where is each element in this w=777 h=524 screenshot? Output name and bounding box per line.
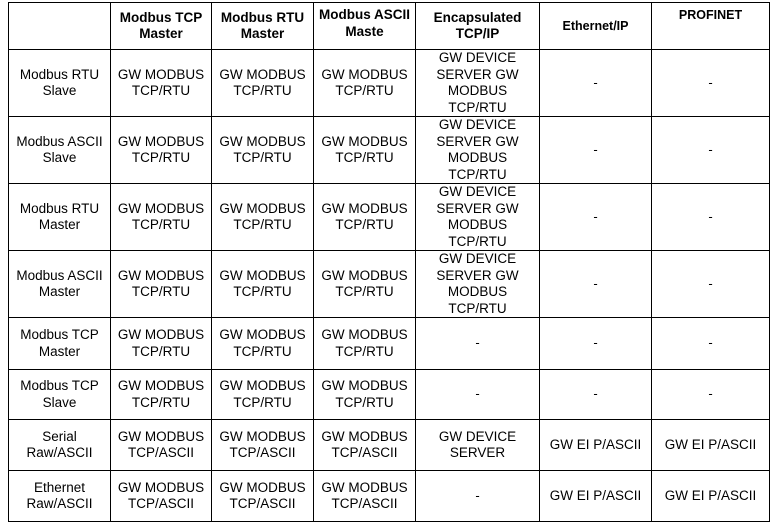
row-header: Modbus ASCII Master bbox=[9, 251, 111, 318]
table-row bbox=[9, 318, 770, 370]
table-cell: GW MODBUS TCP/RTU bbox=[111, 50, 212, 117]
table-cell: GW MODBUS TCP/RTU bbox=[212, 251, 314, 318]
table-row bbox=[9, 50, 770, 117]
row-header: Serial Raw/ASCII bbox=[9, 420, 111, 471]
col-header-ethernet-ip: Ethernet/IP bbox=[540, 3, 652, 50]
table-cell: GW EI P/ASCII bbox=[652, 471, 770, 522]
table-row bbox=[9, 251, 770, 318]
row-header: Modbus TCP Master bbox=[9, 318, 111, 370]
table-cell: GW MODBUS TCP/RTU bbox=[314, 184, 416, 251]
table-cell: GW MODBUS TCP/ASCII bbox=[212, 420, 314, 471]
table-cell: GW MODBUS TCP/RTU bbox=[212, 117, 314, 184]
table-cell: - bbox=[540, 251, 652, 318]
table-cell: GW MODBUS TCP/ASCII bbox=[314, 471, 416, 522]
table-cell: - bbox=[652, 50, 770, 117]
table-cell: GW MODBUS TCP/RTU bbox=[212, 370, 314, 420]
table-row bbox=[9, 117, 770, 184]
table-cell: GW EI P/ASCII bbox=[652, 420, 770, 471]
table-row bbox=[9, 471, 770, 522]
table-cell: GW MODBUS TCP/RTU bbox=[314, 251, 416, 318]
table-cell: GW MODBUS TCP/RTU bbox=[314, 370, 416, 420]
row-header: Modbus TCP Slave bbox=[9, 370, 111, 420]
table-cell: - bbox=[652, 184, 770, 251]
table-cell: GW MODBUS TCP/RTU bbox=[314, 117, 416, 184]
table-cell: GW EI P/ASCII bbox=[540, 420, 652, 471]
table-cell: - bbox=[540, 318, 652, 370]
table-row bbox=[9, 370, 770, 420]
table-cell: GW DEVICE SERVER GW MODBUS TCP/RTU bbox=[416, 117, 540, 184]
table-cell: - bbox=[652, 251, 770, 318]
table-cell: GW MODBUS TCP/RTU bbox=[212, 184, 314, 251]
row-header: Modbus ASCII Slave bbox=[9, 117, 111, 184]
table-cell: GW MODBUS TCP/ASCII bbox=[111, 471, 212, 522]
table-cell: - bbox=[540, 117, 652, 184]
row-header: Modbus RTU Slave bbox=[9, 50, 111, 117]
table-cell: GW DEVICE SERVER GW MODBUS TCP/RTU bbox=[416, 50, 540, 117]
table-cell: - bbox=[652, 318, 770, 370]
table-row bbox=[9, 184, 770, 251]
table-cell: GW DEVICE SERVER GW MODBUS TCP/RTU bbox=[416, 251, 540, 318]
table-cell: GW MODBUS TCP/ASCII bbox=[212, 471, 314, 522]
table-cell: GW MODBUS TCP/RTU bbox=[111, 318, 212, 370]
col-header-modbus-ascii-master: Modbus ASCII Maste bbox=[314, 3, 416, 50]
table-cell: GW MODBUS TCP/RTU bbox=[111, 117, 212, 184]
table-cell: GW MODBUS TCP/RTU bbox=[111, 370, 212, 420]
table-cell: GW MODBUS TCP/RTU bbox=[111, 184, 212, 251]
header-row bbox=[9, 3, 770, 50]
table-cell: GW DEVICE SERVER bbox=[416, 420, 540, 471]
table-cell: GW MODBUS TCP/ASCII bbox=[314, 420, 416, 471]
col-header-modbus-tcp-master: Modbus TCP Master bbox=[111, 3, 212, 50]
table-cell: GW MODBUS TCP/RTU bbox=[314, 318, 416, 370]
table-cell: - bbox=[540, 370, 652, 420]
table-cell: - bbox=[416, 370, 540, 420]
table-cell: - bbox=[416, 318, 540, 370]
table-cell: GW MODBUS TCP/RTU bbox=[212, 50, 314, 117]
table-cell: GW MODBUS TCP/RTU bbox=[314, 50, 416, 117]
col-header-profinet: PROFINET bbox=[652, 3, 770, 50]
table-cell: - bbox=[652, 370, 770, 420]
table-cell: GW EI P/ASCII bbox=[540, 471, 652, 522]
table-cell: GW MODBUS TCP/ASCII bbox=[111, 420, 212, 471]
table-row bbox=[9, 420, 770, 471]
row-header: Modbus RTU Master bbox=[9, 184, 111, 251]
corner-cell bbox=[9, 3, 111, 50]
table-cell: - bbox=[416, 471, 540, 522]
table-cell: - bbox=[540, 50, 652, 117]
table-cell: - bbox=[540, 184, 652, 251]
table-cell: GW MODBUS TCP/RTU bbox=[111, 251, 212, 318]
row-header: Ethernet Raw/ASCII bbox=[9, 471, 111, 522]
col-header-modbus-rtu-master: Modbus RTU Master bbox=[212, 3, 314, 50]
gateway-compatibility-table bbox=[8, 2, 770, 522]
table-cell: GW MODBUS TCP/RTU bbox=[212, 318, 314, 370]
table-cell: - bbox=[652, 117, 770, 184]
col-header-encapsulated-tcpip: Encapsulated TCP/IP bbox=[416, 3, 540, 50]
table-cell: GW DEVICE SERVER GW MODBUS TCP/RTU bbox=[416, 184, 540, 251]
